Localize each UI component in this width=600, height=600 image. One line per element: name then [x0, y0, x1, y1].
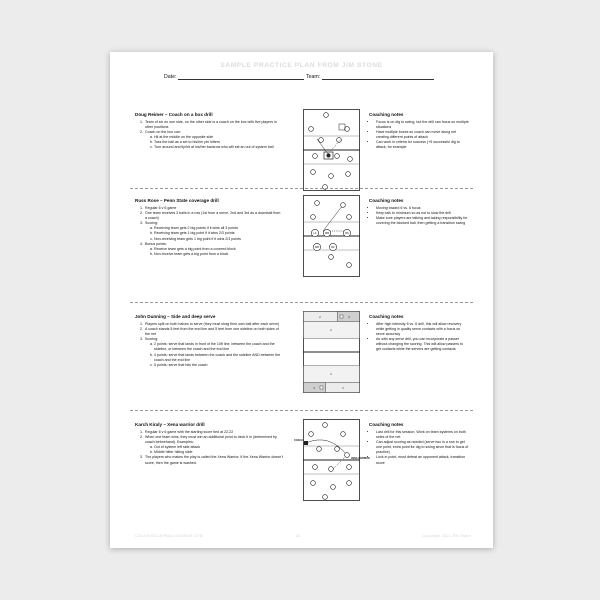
sub-item: a. Hit at the middle on the opposite side: [154, 135, 283, 140]
sub-item: c. Turn around and tip/hit at his/her backrow who will set an out of system ball: [154, 145, 283, 150]
player-label: MB: [325, 232, 329, 235]
sub-item: b. Middle hitter hitting slide: [154, 450, 283, 455]
sub-item: a. 2 points: serve that lands in front of the 10ft line, between the coach and the sideline, or between the coach and the end line: [154, 342, 283, 352]
note-item: • Make sure players are talking and taking responsibility for covering the blocked ball, then getting a transition swing: [376, 216, 469, 226]
drill-title: Doug Reimer – Coach on a box drill: [135, 112, 213, 117]
player-label: RF: [331, 246, 335, 249]
note-item: • Have multiple boxes so coach can move along net creating different points of attack: [376, 130, 469, 140]
zone-label: 2: [319, 316, 321, 319]
coaching-notes: [369, 422, 469, 466]
note-item: • Last drill for this session. Work on team systems on both sides of the net: [376, 430, 469, 440]
zone-label: 2: [330, 373, 332, 376]
footer-copyright: Copyright 2021 Jim Stone: [422, 534, 471, 538]
sub-item: c. Non-receiving team gets 1 big point if it wins 2/3 points: [154, 237, 283, 242]
sub-item: a. Receive team gets a big point from a covered block: [154, 247, 283, 252]
notes-heading: Coaching notes: [369, 422, 404, 427]
sub-item: a. Receiving team gets 2 big points if it wins all 3 points: [154, 226, 283, 231]
list-item: 3. The players who makes the play is called the Xena Warrior. If the Xena Warrior doesn’t score, then the game is washed.: [144, 455, 283, 465]
player-label: MB: [315, 246, 319, 249]
drill-instructions: [135, 430, 283, 466]
list-item: 1. Team of six on one side, on the other side is a coach on the box with five players in other positions: [144, 120, 283, 130]
drill-title: Russ Rose – Penn State coverage drill: [135, 198, 219, 203]
notes-heading: Coaching notes: [369, 198, 404, 203]
page-title: SAMPLE PRACTICE PLAN FROM JIM STONE: [220, 62, 383, 69]
coach-label: COACH: [294, 439, 303, 442]
list-item: 2. Coach on the box can: a. Hit at the middle on the opposite side b. Toss the ball as a set to his/her pin hitters c. Turn around and tip/hit at his/her backrow who will set an out of system ball: [144, 130, 283, 150]
xena-label: XENA WARRIOR: [351, 457, 370, 460]
team-field: [306, 74, 434, 80]
drill-instructions: [135, 120, 283, 151]
section-divider: [130, 410, 473, 411]
note-item: • Can work in criteria for success (+5 successful dig to attack, for example: [376, 140, 469, 150]
notes-heading: Coaching notes: [369, 314, 404, 319]
list-item: 1. Regular 6 v 6 game: [144, 206, 283, 211]
court-diagram: [303, 109, 360, 191]
list-item: 3. Scoring: a. 2 points: serve that lands in front of the 10ft line, between the coach and the sideline, or between the coach and the end line b. 4 points: serve that lands between the coach and the sideline AND between the coach and the end line c. 5 points: serve that hits the coach: [144, 337, 283, 368]
date-field: [164, 74, 304, 80]
drill-title: Karch Kiraly – Xena warrior drill: [135, 422, 205, 427]
zone-label: 4: [348, 316, 350, 319]
list-item: 1. Regular 6 v 6 game with the starting score tied at 22-22: [144, 430, 283, 435]
player-label: LF: [313, 232, 317, 235]
date-line: [178, 74, 304, 80]
note-item: • Moving toward 6 vs. 6 focus: [376, 206, 469, 211]
section-divider: [130, 188, 473, 189]
document-page: [110, 52, 493, 548]
zone-label: 2: [342, 387, 344, 390]
drill-title: John Dunning – Side and deep serve: [135, 314, 216, 319]
list-item: 2. A coach stands 5 feet from the end line and 5 feet from one sideline on both sides of the net: [144, 327, 283, 337]
note-item: • Focus is on dig to swing, but the drill can focus on multiple situations: [376, 120, 469, 130]
sub-item: a. Out of system left side attack: [154, 445, 283, 450]
list-item: 4. Bonus points: a. Receive team gets a big point from a covered block b. Non-receive team gets a big point from a block: [144, 242, 283, 257]
note-item: • As with any serve drill, you can incorporate a passer without changing the scoring. This will allow passers to get contacts while the servers are getting contacts: [376, 337, 469, 352]
zone-label: 2: [330, 329, 332, 332]
note-item: • Lock in point, must defeat an opponent attack, transition score: [376, 455, 469, 465]
coaching-notes: [369, 314, 469, 353]
notes-heading: Coaching notes: [369, 112, 404, 117]
player-label: RS: [345, 232, 349, 235]
list-item: 1. Players split on both halves to serve (they must shag their own ball after each serve): [144, 322, 283, 327]
coaching-notes: [369, 198, 469, 226]
drill-instructions: [135, 322, 283, 368]
sub-item: b. Toss the ball as a set to his/her pin hitters: [154, 140, 283, 145]
coaching-notes: [369, 112, 469, 151]
note-item: • Can adjust scoring as needed (serve two in a row to get one point, extra point for dig to swing since that is focus of practice): [376, 440, 469, 455]
zone-label: 4: [313, 387, 315, 390]
section-divider: [130, 302, 473, 303]
sub-item: b. 4 points: serve that lands between the coach and the sideline AND between the coach and the end line: [154, 353, 283, 363]
page-number: 20: [296, 534, 301, 538]
team-line: [322, 74, 434, 80]
court-diagram: [303, 311, 360, 393]
list-item: 3. Scoring: a. Receiving team gets 2 big points if it wins all 3 points b. Receiving team gets 1 big point if it wins 2/3 points c. Non-receiving team gets 1 big point if it wins 2/3 points: [144, 221, 283, 241]
drill-instructions: [135, 206, 283, 257]
sub-item: c. 5 points: serve that hits the coach: [154, 363, 283, 368]
court-diagram: [294, 419, 370, 501]
note-item: • After high intensity 6 vs. 6 drill, this will allow recovery while getting in quality serve contacts with a focus on serve accuracy: [376, 322, 469, 337]
date-label: Date:: [164, 74, 177, 80]
team-label: Team:: [306, 74, 321, 80]
list-item: 2. One team receives 3 balls in a row (1st from a serve, 2nd and 3rd as a downball from a coach): [144, 211, 283, 221]
sub-item: b. Receiving team gets 1 big point if it wins 2/3 points: [154, 231, 283, 236]
note-item: • Keep talk to minimum so as not to slow the drill: [376, 211, 469, 216]
list-item: 2. When one team wins, they must win an additional point to deck it in (determined by coach beforehand). Examples: a. Out of system left side attack b. Middle hitter hitting slide: [144, 435, 283, 455]
footer-site: COACHVOLLEYBALLSOURCE.COM: [135, 534, 204, 538]
sub-item: b. Non-receive team gets a big point from a block: [154, 252, 283, 257]
court-diagram: [303, 195, 360, 277]
